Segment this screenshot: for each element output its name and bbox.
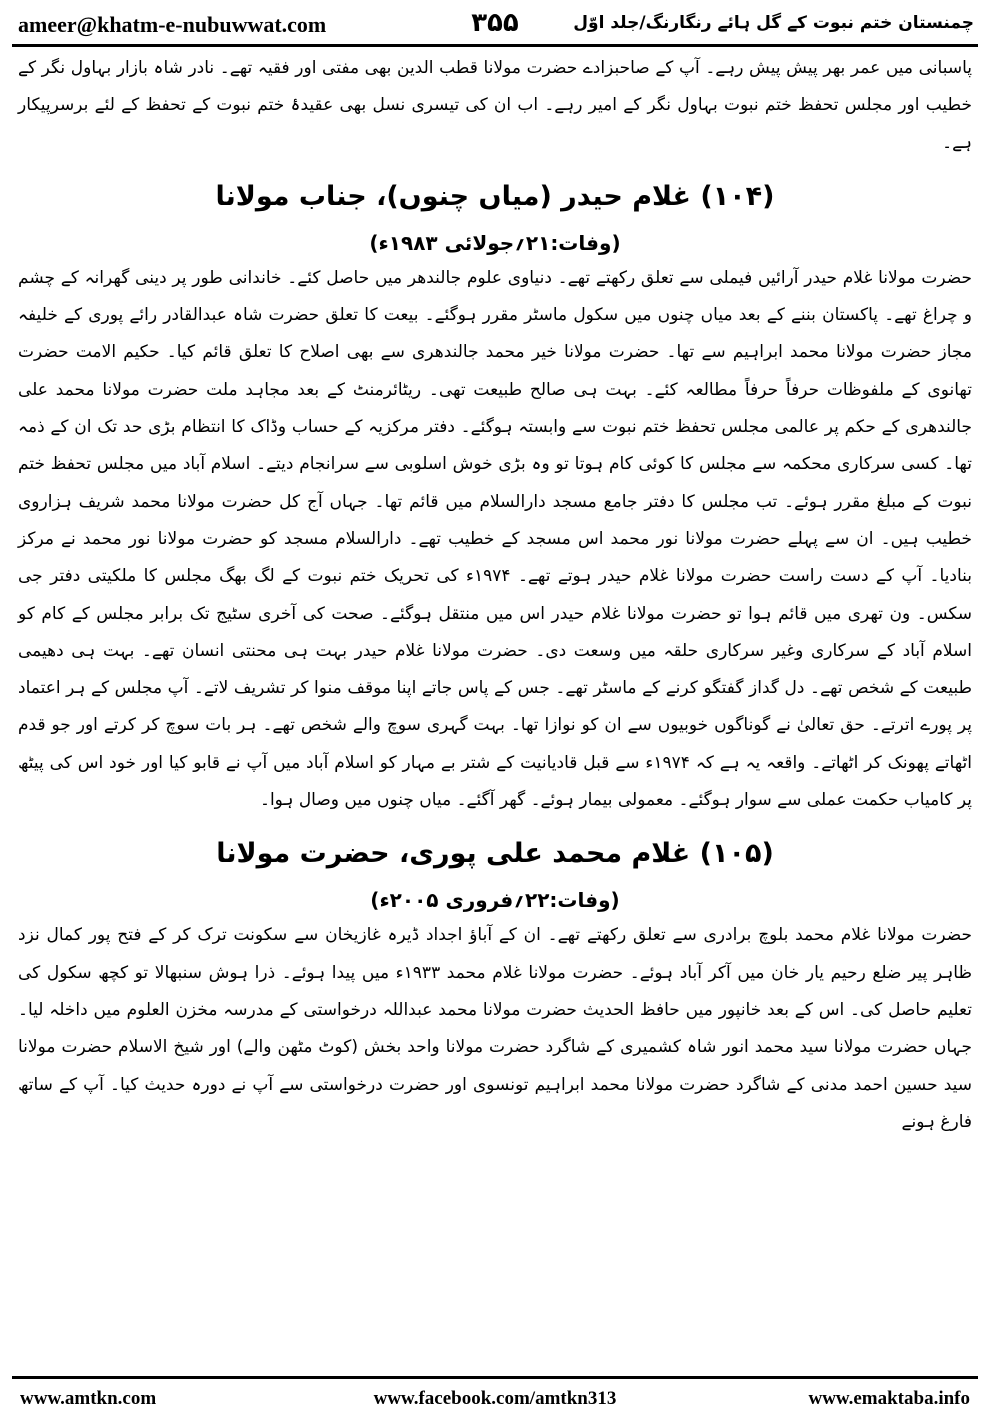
section-104-death-date: (وفات:۲۱؍جولائی ۱۹۸۳ء): [369, 230, 621, 255]
book-title: چمنستان ختم نبوت کے گل ہائے رنگارنگ/جلد اوّل: [573, 13, 974, 33]
section-105-death-date: (وفات:۲۲؍فروری ۲۰۰۵ء): [370, 888, 620, 913]
section-104-paragraph: حضرت مولانا غلام حیدر آرائیں فیملی سے تعلق رکھتے تھے۔ دنیاوی علوم جالندھر میں حاصل کئے۔ خاندانی طور پر دینی گھرانہ کے چشم و چراغ تھے۔ پاکستان بننے کے بعد میاں چنوں میں سکول ماسٹر مقرر ہوگئے۔ بیعت کا تعلق حضرت شاہ عبدالقادر رائے پوری کے خلیفہ مجاز حضرت مولانا محمد ابراہیم سے تھا۔ حضرت مولانا خیر محمد جالندھری سے بھی اصلاح کا تعلق قائم کیا۔ حکیم الامت حضرت تھانوی کے ملفوظات حرفاً حرفاً مطالعہ کئے۔ بہت ہی صالح طبیعت تھی۔ ریٹائرمنٹ کے بعد مجاہد ملت حضرت مولانا محمد علی جالندھری کے حکم پر عالمی مجلس تحفظ ختم نبوت سے وابستہ ہوگئے۔ دفتر مرکزیہ کے حساب وڈاک کا انتظام بڑی حد تک ان کے ذمہ تھا۔ کسی سرکاری محکمہ سے مجلس کا کوئی کام ہوتا تو وہ بڑی خوش اسلوبی سے سرانجام دیتے۔ اسلام آباد میں مجلس تحفظ ختم نبوت کے مبلغ مقرر ہوئے۔ تب مجلس کا دفتر جامع مسجد دارالسلام میں قائم تھا۔ جہاں آج کل حضرت مولانا محمد شریف ہزاروی خطیب ہیں۔ ان سے پہلے حضرت مولانا نور محمد اس مسجد کے خطیب تھے۔ دارالسلام مسجد کو حضرت مولانا نور محمد نے مرکز بنادیا۔ آپ کے دست راست حضرت مولانا غلام حیدر ہوتے تھے۔ ۱۹۷۴ء کی تحریک ختم نبوت کے لگ بھگ مجلس کا ملکیتی دفتر جی سکس۔ ون تھری میں قائم ہوا تو حضرت مولانا غلام حیدر اس میں منتقل ہوگئے۔ صحت کی آخری سٹیج تک برابر مجلس کے کام کو اسلام آباد کے سرکاری وغیر سرکاری حلقہ میں وسعت دی۔ حضرت مولانا غلام حیدر بہت ہی محنتی انسان تھے۔ بہت ہی دھیمی طبیعت کے شخص تھے۔ دل گداز گفتگو کرنے کے ماسٹر تھے۔ جس کے پاس جاتے اپنا موقف منوا کر تشریف لاتے۔ آپ مجلس کے ہر اعتماد پر پورے اترتے۔ حق تعالیٰ نے گوناگوں خوبیوں سے ان کو نوازا تھا۔ بہت گہری سوچ والے شخص تھے۔ ہر بات سوچ کر کرتے اور جو قدم اٹھاتے پھونک کر اٹھاتے۔ واقعہ یہ ہے کہ ۱۹۷۴ء سے قبل قادیانیت کے شتر بے مہار کو اسلام آباد میں آپ نے قابو کیا اور خود اس کی پیٹھ پر کامیاب حکمت عملی سے سوار ہوگئے۔ معمولی بیمار ہوئے۔ گھر آگئے۔ میاں چنوں میں وصال ہوا۔: [18, 267, 973, 811]
header-email: ameer@khatm-e-nubuwwat.com: [18, 12, 327, 37]
intro-paragraph: پاسبانی میں عمر بھر پیش پیش رہے۔ آپ کے صاحبزادے حضرت مولانا قطب الدین بھی مفتی اور فقیہ تھے۔ نادر شاہ بازار بہاول نگر کے خطیب اور مجلس تحفظ ختم نبوت بہاول نگر کے امیر رہے۔ اب ان کی تیسری نسل بھی عقیدۂ ختم نبوت کے تحفظ کے لئے برسرپیکار ہے۔: [18, 58, 972, 153]
header-divider: [12, 44, 978, 47]
page-body: [18, 50, 972, 1141]
section-105-paragraph: حضرت مولانا غلام محمد بلوچ برادری سے تعلق رکھتے تھے۔ ان کے آباؤ اجداد ڈیرہ غازیخان سے سکونت ترک کر کے فتح پور کمال نزد ظاہر پیر ضلع رحیم یار خان میں آکر آباد ہوئے۔ حضرت مولانا غلام محمد ۱۹۳۳ء میں پیدا ہوئے۔ ذرا ہوش سنبھالا تو کچھ سکول کی تعلیم حاصل کی۔ اس کے بعد خانپور میں حافظ الحدیث حضرت مولانا محمد عبداللہ درخواستی کے مدرسہ مخزن العلوم میں داخلہ لیا۔ جہاں حضرت مولانا سید محمد انور شاہ کشمیری کے شاگرد حضرت مولانا واحد بخش (کوٹ مٹھن والے) اور شیخ الاسلام حضرت مولانا سید حسین احمد مدنی کے شاگرد حضرت مولانا محمد ابراہیم تونسوی اور حضرت درخواستی سے آپ نے دورہ حدیث کیا۔ آپ کے ساتھ فارغ ہونے: [18, 925, 972, 1132]
footer-link-facebook[interactable]: www.facebook.com/amtkn313: [373, 1388, 617, 1409]
page-number: ۳۵۵: [471, 8, 519, 38]
footer-link-emaktaba[interactable]: www.emaktaba.info: [808, 1388, 970, 1409]
page-footer: [12, 1384, 978, 1414]
section-104-heading: (۱۰۴) غلام حیدر (میاں چنوں)، جناب مولانا: [215, 180, 775, 212]
section-105-heading: (۱۰۵) غلام محمد علی پوری، حضرت مولانا: [216, 838, 774, 870]
footer-divider: [12, 1376, 978, 1379]
footer-link-amtkn[interactable]: www.amtkn.com: [20, 1388, 157, 1409]
page-header: [10, 6, 980, 44]
